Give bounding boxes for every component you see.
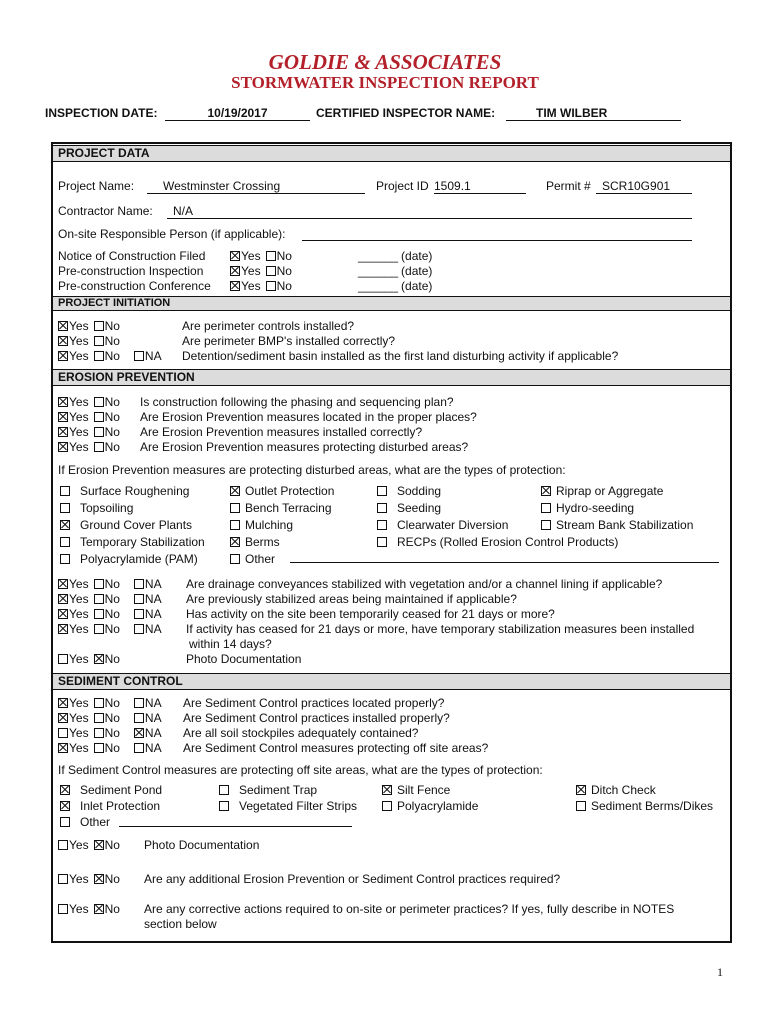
protection-type-label: Vegetated Filter Strips [239,799,358,813]
initiation-1-no-checkbox[interactable] [94,336,104,346]
notice-2-no-checkbox[interactable] [266,281,276,291]
corrective-actions-question-cont: section below [144,917,217,931]
erosion-1-yes-label: Yes [69,410,89,424]
additional-practices-no-label: No [104,872,120,886]
notice-2-yes-label: Yes [241,279,261,293]
erosion2-question: Are previously stabilized areas being maintained if applicable? [186,592,517,606]
notice-1-no-checkbox[interactable] [266,266,276,276]
erosion-prevention-heading: EROSION PREVENTION [53,369,730,386]
protection-type-item [219,799,357,813]
protection-type-label: Stream Bank Stabilization [556,518,694,532]
date-blank[interactable]: ______ [358,264,399,278]
erosion2-options [58,577,162,591]
protection-type-checkbox[interactable] [230,554,240,564]
protection-type-checkbox[interactable] [230,503,240,513]
additional-practices-options [58,872,120,886]
permit-field[interactable]: SCR10G901 [596,179,692,194]
date-blank[interactable]: ______ [358,249,399,263]
protection-type-label: Other [245,552,276,566]
initiation-0-yes-label: Yes [69,319,89,333]
erosion2-0-no-label: No [104,577,120,591]
protection-type-label: RECPs (Rolled Erosion Control Products) [397,535,619,549]
sediment-1-no-checkbox[interactable] [94,713,104,723]
initiation-2-no-label: No [104,349,120,363]
initiation-2-na-label: NA [144,349,162,363]
additional-practices-no-checkbox[interactable] [94,874,104,884]
notice-date [358,279,432,293]
notice-options [230,279,292,293]
sediment-0-yes-checkbox[interactable] [58,698,68,708]
erosion2-3-no-checkbox[interactable] [94,624,104,634]
erosion-3-yes-checkbox[interactable] [58,442,68,452]
report-title: STORMWATER INSPECTION REPORT [231,73,539,92]
sediment-3-no-checkbox[interactable] [94,743,104,753]
erosion-options [58,425,120,439]
protection-type-item [60,518,192,532]
protection-type-checkbox[interactable] [60,520,70,530]
erosion-photo-yes-checkbox[interactable] [58,654,68,664]
contractor-field[interactable]: N/A [167,204,692,219]
sediment-control-heading: SEDIMENT CONTROL [53,673,730,690]
protection-type-item [60,535,205,549]
protection-type-item [60,552,198,566]
erosion-question: Are Erosion Prevention measures installed correctly? [140,425,423,439]
sediment-other-field[interactable] [119,826,352,827]
sediment-0-yes-label: Yes [69,696,89,710]
corrective-actions-no-checkbox[interactable] [94,904,104,914]
onsite-person-label: On-site Responsible Person (if applicable): [58,227,286,241]
project-id-label: Project ID [376,179,429,193]
sediment-question: Are Sediment Control practices installed properly? [183,711,450,725]
erosion2-3-yes-checkbox[interactable] [58,624,68,634]
initiation-0-yes-checkbox[interactable] [58,321,68,331]
inspector-name-field[interactable]: TIM WILBER [506,106,681,121]
initiation-0-no-checkbox[interactable] [94,321,104,331]
additional-practices-question: Are any additional Erosion Prevention or Sediment Control practices required? [144,872,561,886]
corrective-actions-yes-checkbox[interactable] [58,904,68,914]
protection-type-item [230,501,332,515]
erosion2-2-yes-label: Yes [69,607,89,621]
project-name-field[interactable]: Westminster Crossing [147,179,365,194]
protection-type-item [541,518,693,532]
protection-type-checkbox[interactable] [60,503,70,513]
inspection-date-label: INSPECTION DATE: [45,106,158,120]
initiation-question: Detention/sediment basin installed as the first land disturbing activity if applicable? [182,349,619,363]
protection-type-item [377,518,508,532]
sediment-1-yes-label: Yes [69,711,89,725]
sediment-question: Are all soil stockpiles adequately contained? [183,726,419,740]
notice-label: Pre-construction Conference [58,279,211,293]
erosion-options [58,440,120,454]
protection-type-checkbox[interactable] [230,486,240,496]
date-label: (date) [401,279,433,293]
protection-type-checkbox[interactable] [377,503,387,513]
protection-type-item [377,501,441,515]
protection-type-label: Mulching [245,518,294,532]
sediment-options [58,696,162,710]
additional-practices-yes-checkbox[interactable] [58,874,68,884]
notice-1-no-label: No [276,264,292,278]
sediment-2-no-checkbox[interactable] [94,728,104,738]
erosion-2-no-checkbox[interactable] [94,427,104,437]
protection-type-label: Riprap or Aggregate [556,484,664,498]
sediment-photo-no-checkbox[interactable] [94,840,104,850]
notice-options [230,264,292,278]
protection-type-label: Hydro-seeding [556,501,635,515]
project-id-field[interactable]: 1509.1 [434,179,526,194]
sediment-photo-question: Photo Documentation [144,838,260,852]
protection-type-checkbox[interactable] [60,537,70,547]
protection-type-label: Sediment Pond [80,783,163,797]
erosion2-3-yes-label: Yes [69,622,89,636]
erosion-photo-label: Photo Documentation [186,652,302,666]
erosion2-2-na-label: NA [144,607,162,621]
initiation-1-yes-label: Yes [69,334,89,348]
initiation-2-na-checkbox[interactable] [134,351,144,361]
protection-type-item [60,815,110,829]
erosion-options [58,395,120,409]
notice-0-yes-label: Yes [241,249,261,263]
contractor-label: Contractor Name: [58,204,153,218]
erosion2-1-yes-checkbox[interactable] [58,594,68,604]
sediment-2-na-label: NA [144,726,162,740]
erosion-1-yes-checkbox[interactable] [58,412,68,422]
protection-type-checkbox[interactable] [541,503,551,513]
protection-type-item [377,535,618,549]
inspector-name-label: CERTIFIED INSPECTOR NAME: [316,106,496,120]
permit-label: Permit # [546,179,591,193]
protection-type-checkbox[interactable] [377,537,387,547]
erosion2-options [58,607,162,621]
protection-type-checkbox[interactable] [230,537,240,547]
sediment-1-no-label: No [104,711,120,725]
erosion-0-yes-label: Yes [69,395,89,409]
erosion2-question: If activity has ceased for 21 days or more, have temporary stabilization measures been installed [186,622,695,636]
page-number: 1 [717,965,723,979]
protection-type-label: Sodding [397,484,442,498]
protection-type-label: Inlet Protection [80,799,161,813]
notice-date [358,249,432,263]
erosion2-1-na-label: NA [144,592,162,606]
erosion-question: Are Erosion Prevention measures protecting disturbed areas? [140,440,469,454]
erosion-3-no-label: No [104,440,120,454]
corrective-actions-yes-label: Yes [69,902,89,916]
date-label: (date) [401,249,433,263]
protection-type-label: Outlet Protection [245,484,335,498]
date-blank[interactable]: ______ [358,279,399,293]
protection-type-checkbox[interactable] [541,520,551,530]
protection-type-label: Temporary Stabilization [80,535,205,549]
erosion2-1-no-label: No [104,592,120,606]
sediment-2-na-checkbox[interactable] [134,728,144,738]
corrective-actions-no-label: No [104,902,120,916]
protection-type-item [382,783,450,797]
erosion2-0-yes-label: Yes [69,577,89,591]
sediment-2-no-label: No [104,726,120,740]
protection-type-checkbox[interactable] [60,554,70,564]
sediment-3-yes-checkbox[interactable] [58,743,68,753]
erosion-photo-no-label: No [104,652,120,666]
protection-type-checkbox[interactable] [576,785,586,795]
erosion-1-no-checkbox[interactable] [94,412,104,422]
project-data-heading: PROJECT DATA [53,145,730,162]
project-name-label: Project Name: [58,179,135,193]
erosion-photo-no-checkbox[interactable] [94,654,104,664]
protection-type-label: Surface Roughening [80,484,190,498]
erosion-question: Are Erosion Prevention measures located in the proper places? [140,410,477,424]
erosion2-options [58,622,162,636]
protection-type-label: Ground Cover Plants [80,518,193,532]
initiation-2-yes-checkbox[interactable] [58,351,68,361]
sediment-question: Are Sediment Control practices located properly? [183,696,445,710]
erosion2-3-na-checkbox[interactable] [134,624,144,634]
notice-2-no-label: No [276,279,292,293]
sediment-options [58,711,162,725]
erosion-2-yes-label: Yes [69,425,89,439]
protection-type-label: Sediment Trap [239,783,318,797]
erosion2-options [58,592,162,606]
erosion-1-no-label: No [104,410,120,424]
initiation-2-yes-label: Yes [69,349,89,363]
sediment-1-na-checkbox[interactable] [134,713,144,723]
initiation-options [58,334,120,348]
erosion2-1-no-checkbox[interactable] [94,594,104,604]
erosion2-question-cont: within 14 days? [189,637,272,651]
protection-type-label: Bench Terracing [245,501,332,515]
erosion-types-prompt: If Erosion Prevention measures are protecting disturbed areas, what are the types of protection: [58,463,566,477]
sediment-2-yes-checkbox[interactable] [58,728,68,738]
notice-1-yes-checkbox[interactable] [230,266,240,276]
protection-type-item [230,518,293,532]
protection-type-item [541,484,663,498]
erosion2-question: Are drainage conveyances stabilized with vegetation and/or a channel lining if applicable? [186,577,663,591]
sediment-3-na-checkbox[interactable] [134,743,144,753]
inspection-date-field[interactable]: 10/19/2017 [165,106,310,121]
corrective-actions-options [58,902,120,916]
erosion2-3-no-label: No [104,622,120,636]
additional-practices-yes-label: Yes [69,872,89,886]
protection-type-label: Silt Fence [397,783,451,797]
sediment-types-prompt: If Sediment Control measures are protecting off site areas, what are the types of protection: [58,763,543,777]
protection-type-label: Ditch Check [591,783,656,797]
erosion2-2-no-label: No [104,607,120,621]
protection-type-checkbox[interactable] [219,801,229,811]
protection-type-item [60,783,162,797]
erosion2-0-yes-checkbox[interactable] [58,579,68,589]
sediment-question: Are Sediment Control measures protecting off site areas? [183,741,489,755]
project-initiation-heading: PROJECT INITIATION [53,296,730,311]
protection-type-checkbox[interactable] [60,817,70,827]
protection-type-label: Polyacrylamide (PAM) [80,552,198,566]
protection-type-label: Berms [245,535,280,549]
erosion-options [58,410,120,424]
initiation-options [58,319,120,333]
protection-type-checkbox[interactable] [60,785,70,795]
notice-date [358,264,432,278]
protection-type-checkbox[interactable] [382,785,392,795]
protection-type-item [230,484,334,498]
initiation-2-no-checkbox[interactable] [94,351,104,361]
protection-type-item [576,783,656,797]
date-label: (date) [401,264,433,278]
sediment-0-no-label: No [104,696,120,710]
sediment-photo-no-label: No [104,838,120,852]
erosion2-question: Has activity on the site been temporarily ceased for 21 days or more? [186,607,555,621]
company-name: GOLDIE & ASSOCIATES [268,50,502,74]
erosion-other-field[interactable] [290,562,719,563]
protection-type-label: Polyacrylamide [397,799,479,813]
erosion-photo-options [58,652,120,666]
protection-type-checkbox[interactable] [377,520,387,530]
protection-type-checkbox[interactable] [60,486,70,496]
erosion2-0-no-checkbox[interactable] [94,579,104,589]
erosion2-1-na-checkbox[interactable] [134,594,144,604]
erosion2-1-yes-label: Yes [69,592,89,606]
erosion-0-no-label: No [104,395,120,409]
sediment-photo-options [58,838,120,852]
protection-type-checkbox[interactable] [60,801,70,811]
erosion-0-yes-checkbox[interactable] [58,397,68,407]
protection-type-item [382,799,478,813]
erosion-2-yes-checkbox[interactable] [58,427,68,437]
sediment-1-na-label: NA [144,711,162,725]
corrective-actions-question: Are any corrective actions required to on-site or perimeter practices? If yes, fully describe in NOTES [144,902,675,916]
protection-type-checkbox[interactable] [382,801,392,811]
initiation-1-yes-checkbox[interactable] [58,336,68,346]
sediment-1-yes-checkbox[interactable] [58,713,68,723]
sediment-3-na-label: NA [144,741,162,755]
erosion-2-no-label: No [104,425,120,439]
erosion2-0-na-checkbox[interactable] [134,579,144,589]
initiation-0-no-label: No [104,319,120,333]
erosion2-2-yes-checkbox[interactable] [58,609,68,619]
erosion2-3-na-label: NA [144,622,162,636]
protection-type-label: Topsoiling [80,501,134,515]
sediment-2-yes-label: Yes [69,726,89,740]
protection-type-item [60,799,160,813]
protection-type-label: Seeding [397,501,442,515]
sediment-options [58,741,162,755]
sediment-0-na-checkbox[interactable] [134,698,144,708]
protection-type-checkbox[interactable] [377,486,387,496]
protection-type-item [230,552,275,566]
protection-type-item [541,501,634,515]
protection-type-item [377,484,441,498]
protection-type-checkbox[interactable] [576,801,586,811]
erosion-0-no-checkbox[interactable] [94,397,104,407]
protection-type-item [219,783,317,797]
erosion-question: Is construction following the phasing and sequencing plan? [140,395,454,409]
protection-type-label: Sediment Berms/Dikes [591,799,714,813]
protection-type-checkbox[interactable] [541,486,551,496]
sediment-0-na-label: NA [144,696,162,710]
onsite-person-field[interactable] [302,227,692,241]
notice-options [230,249,292,263]
notice-label: Notice of Construction Filed [58,249,206,263]
notice-0-no-label: No [276,249,292,263]
initiation-question: Are perimeter controls installed? [182,319,355,333]
sediment-3-yes-label: Yes [69,741,89,755]
initiation-question: Are perimeter BMP's installed correctly? [182,334,396,348]
erosion2-2-na-checkbox[interactable] [134,609,144,619]
sediment-photo-yes-label: Yes [69,838,89,852]
sediment-3-no-label: No [104,741,120,755]
erosion2-2-no-checkbox[interactable] [94,609,104,619]
sediment-0-no-checkbox[interactable] [94,698,104,708]
erosion-3-yes-label: Yes [69,440,89,454]
notice-0-no-checkbox[interactable] [266,251,276,261]
protection-type-item [60,484,189,498]
protection-type-item [60,501,133,515]
protection-type-checkbox[interactable] [219,785,229,795]
protection-type-checkbox[interactable] [230,520,240,530]
notice-1-yes-label: Yes [241,264,261,278]
notice-0-yes-checkbox[interactable] [230,251,240,261]
notice-label: Pre-construction Inspection [58,264,204,278]
protection-type-label: Clearwater Diversion [397,518,509,532]
initiation-1-no-label: No [104,334,120,348]
sediment-photo-yes-checkbox[interactable] [58,840,68,850]
erosion-photo-yes-label: Yes [69,652,89,666]
notice-2-yes-checkbox[interactable] [230,281,240,291]
protection-type-label: Other [80,815,111,829]
initiation-options [58,349,162,363]
protection-type-item [230,535,280,549]
erosion2-0-na-label: NA [144,577,162,591]
protection-type-item [576,799,713,813]
erosion-3-no-checkbox[interactable] [94,442,104,452]
sediment-options [58,726,162,740]
